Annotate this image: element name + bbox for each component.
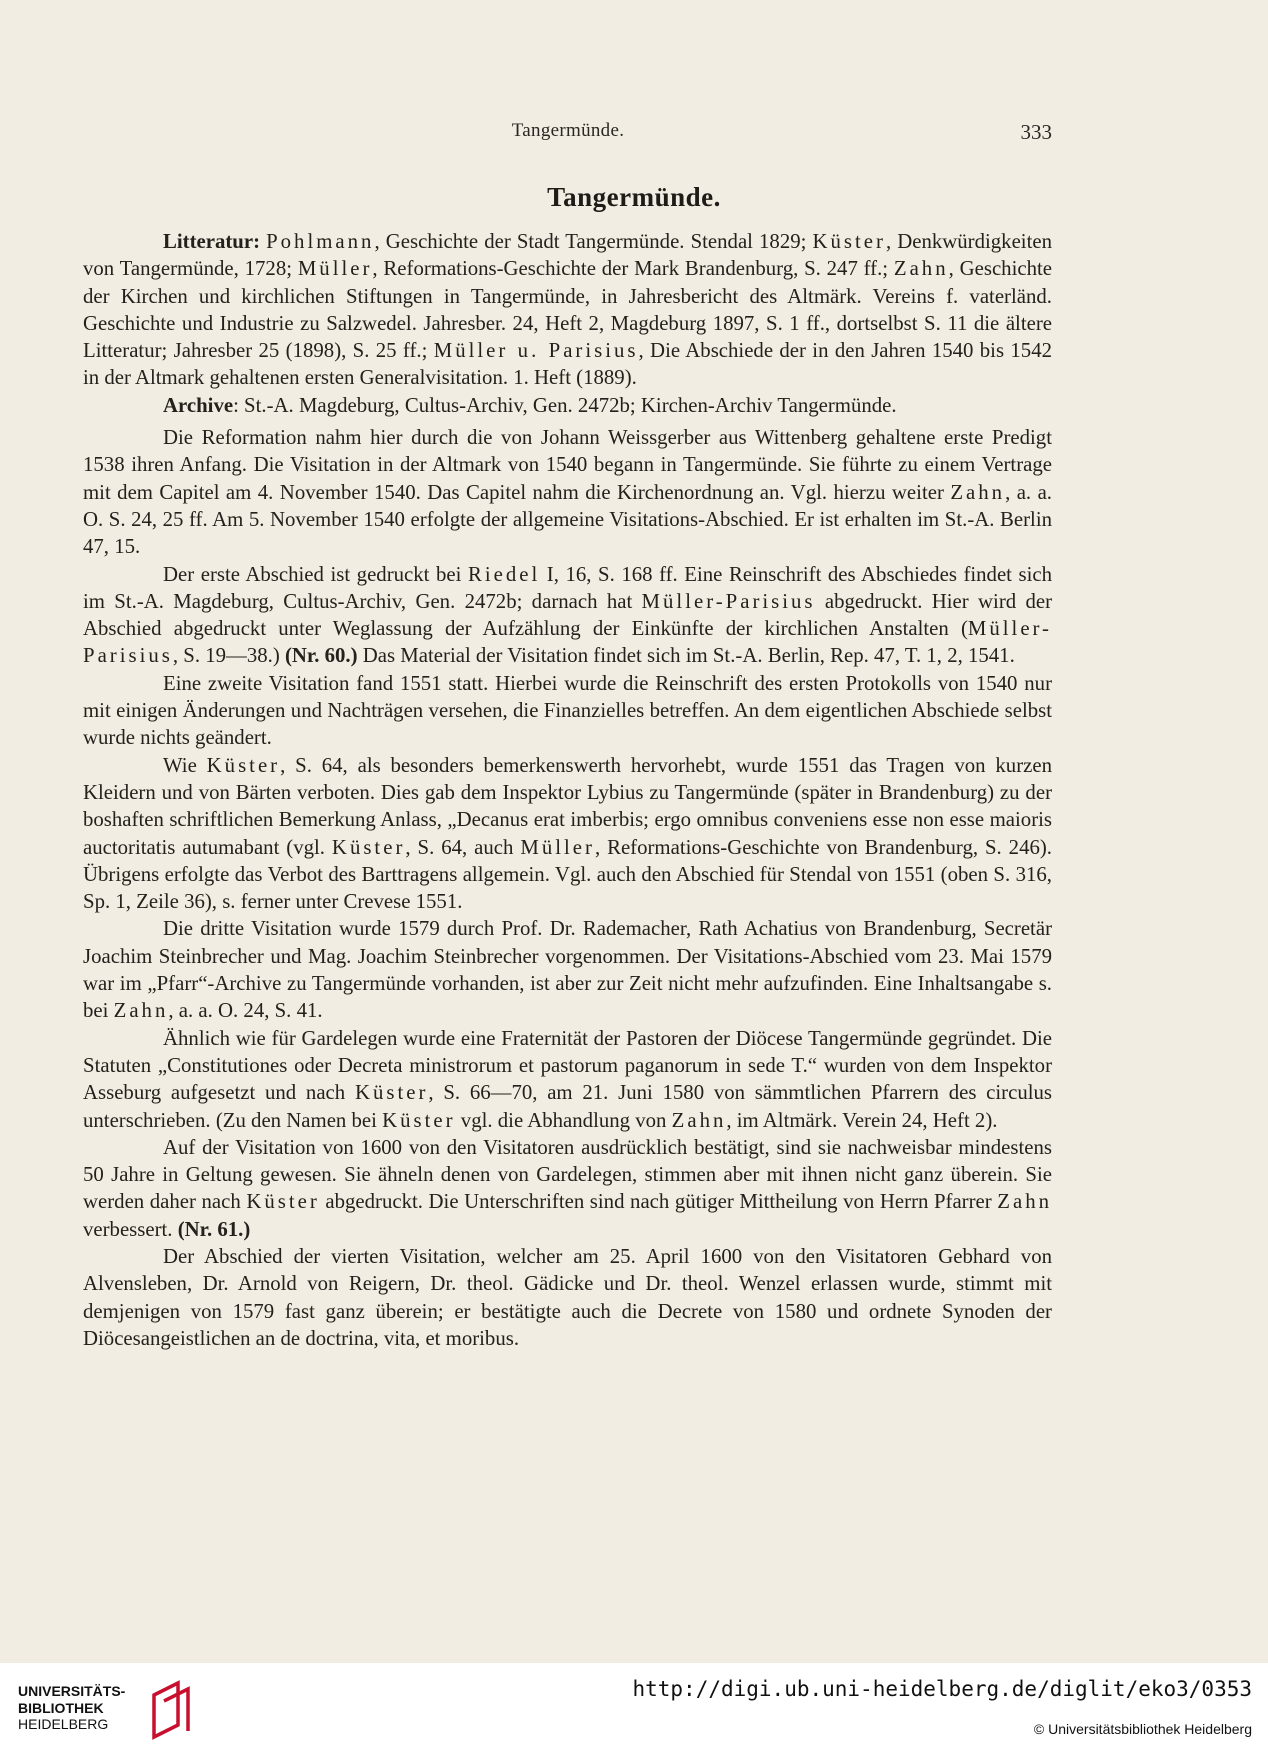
paragraph-kuester: Wie Küster, S. 64, als besonders bemerkenswerth hervorhebt, wurde 1551 das Tragen von kurzen Kleidern und von Bärten verboten. Dies gab dem Inspektor Lybius zu Tangermünde (später in Brandenburg) zu der boshaften schriftlichen Bemerkung Anlass, „Decanus erat imberbis; ergo omnibus conveniens esse non esse maioris auctoritatis autumabant (vgl. Küster, S. 64, auch Müller, Reformations-Geschichte von Brandenburg, S. 246). Übrigens erfolgte das Verbot des Barttragens allgemein. Vgl. auch den Abschied für Stendal von 1551 (oben S. 316, Sp. 1, Zeile 36), s. ferner unter Crevese 1551.	[83, 753, 1052, 914]
logo-text: UNIVERSITÄTS- BIBLIOTHEK HEIDELBERG	[18, 1683, 126, 1732]
library-logo-icon	[148, 1679, 196, 1741]
paragraph-geltung: Auf der Visitation von 1600 von den Visitatoren ausdrücklich bestätigt, sind sie nachweisbar mindestens 50 Jahre in Geltung gewesen. Sie ähneln denen von Gardelegen, stimmen aber mit ihnen nicht ganz überein. Sie werden daher nach Küster abgedruckt. Die Unterschriften sind nach gütiger Mittheilung von Herrn Pfarrer Zahn verbessert. (Nr. 61.)	[83, 1135, 1052, 1241]
paragraph-vierte-visitation: Der Abschied der vierten Visitation, welcher am 25. April 1600 von den Visitatoren Gebhard von Alvensleben, Dr. Arnold von Reigern, Dr. theol. Gädicke und Dr. theol. Wenzel erlassen wurde, stimmt mit demjenigen von 1579 fast ganz überein; er bestätigte auch die Decrete von 1580 und ordnete Synoden der Diöcesangeistlichen an de doctrina, vita, et moribus.	[83, 1244, 1052, 1350]
library-logo[interactable]	[18, 1671, 218, 1745]
paragraph-litteratur: Litteratur: Pohlmann, Geschichte der Stadt Tangermünde. Stendal 1829; Küster, Denkwürdigkeiten von Tangermünde, 1728; Müller, Reformations-Geschichte der Mark Brandenburg, S. 247 ff.; Zahn, Geschichte der Kirchen und kirchlichen Stiftungen in Tangermünde, in Jahresbericht des Altmärk. Vereins f. vaterländ. Geschichte und Industrie zu Salzwedel. Jahresber. 24, Heft 2, Magdeburg 1897, S. 1 ff., dortselbst S. 11 die ältere Litteratur; Jahresber 25 (1898), S. 25 ff.; Müller u. Parisius, Die Abschiede der in den Jahren 1540 bis 1542 in der Altmark gehaltenen ersten Generalvisitation. 1. Heft (1889).	[83, 230, 1052, 390]
running-head	[84, 120, 1052, 144]
copyright-notice: © Universitätsbibliothek Heidelberg	[1033, 1721, 1252, 1737]
page-number: 333	[1020, 120, 1052, 144]
paragraph-reformation: Die Reformation nahm hier durch die von Johann Weissgerber aus Wittenberg gehaltene erste Predigt 1538 ihren Anfang. Die Visitation in der Altmark von 1540 begann in Tangermünde. Sie führte zu einem Vertrage mit dem Capitel am 4. November 1540. Das Capitel nahm die Kirchenordnung an. Vgl. hierzu weiter Zahn, a. a. O. S. 24, 25 ff. Am 5. November 1540 erfolgte der allgemeine Visitations-Abschied. Er ist erhalten im St.-A. Berlin 47, 15.	[83, 426, 1053, 559]
running-title: Tangermünde.	[511, 120, 625, 141]
library-footer	[0, 1663, 1268, 1753]
paragraph-zweite-visitation: Eine zweite Visitation fand 1551 statt. Hierbei wurde die Reinschrift des ersten Protokolls von 1540 nur mit einigen Änderungen und Nachträgen versehen, die Finanzielles betreffen. An dem eigentlichen Abschiede selbst wurde nichts geändert.	[83, 671, 1052, 750]
paragraph-erster-abschied: Der erste Abschied ist gedruckt bei Riedel I, 16, S. 168 ff. Eine Reinschrift des Abschiedes findet sich im St.-A. Magdeburg, Cultus-Archiv, Gen. 2472b; darnach hat Müller-Parisius abgedruckt. Hier wird der Abschied abgedruckt unter Weglassung der Aufzählung der Einkünfte der kirchlichen Anstalten (Müller-Parisius, S. 19—38.) (Nr. 60.) Das Material der Visitation findet sich im St.-A. Berlin, Rep. 47, T. 1, 2, 1541.	[83, 562, 1053, 668]
section-title: Tangermünde.	[547, 182, 721, 212]
body-text	[83, 228, 1052, 1352]
paragraph-archive: Archive: St.-A. Magdeburg, Cultus-Archiv, Gen. 2472b; Kirchen-Archiv Tangermünde.	[163, 393, 897, 417]
paragraph-fraternitaet: Ähnlich wie für Gardelegen wurde eine Fraternität der Pastoren der Diöcese Tangermünde gegründet. Die Statuten „Constitutiones oder Decreta ministrorum et pastorum paganorum in sede T.“ wurden von dem Inspektor Asseburg aufgesetzt und nach Küster, S. 66—70, am 21. Juni 1580 von sämmtlichen Pfarrern des circulus unterschrieben. (Zu den Namen bei Küster vgl. die Abhandlung von Zahn, im Altmärk. Verein 24, Heft 2).	[83, 1026, 1052, 1132]
permalink-url[interactable]: http://digi.ub.uni-heidelberg.de/diglit/eko3/0353	[632, 1677, 1252, 1701]
paragraph-dritte-visitation: Die dritte Visitation wurde 1579 durch Prof. Dr. Rademacher, Rath Achatius von Brandenburg, Secretär Joachim Steinbrecher und Mag. Joachim Steinbrecher vorgenommen. Der Visitations-Abschied vom 23. Mai 1579 war im „Pfarr“-Archive zu Tangermünde vorhanden, ist aber zur Zeit nicht mehr aufzufinden. Eine Inhaltsangabe s. bei Zahn, a. a. O. 24, S. 41.	[83, 917, 1052, 1023]
